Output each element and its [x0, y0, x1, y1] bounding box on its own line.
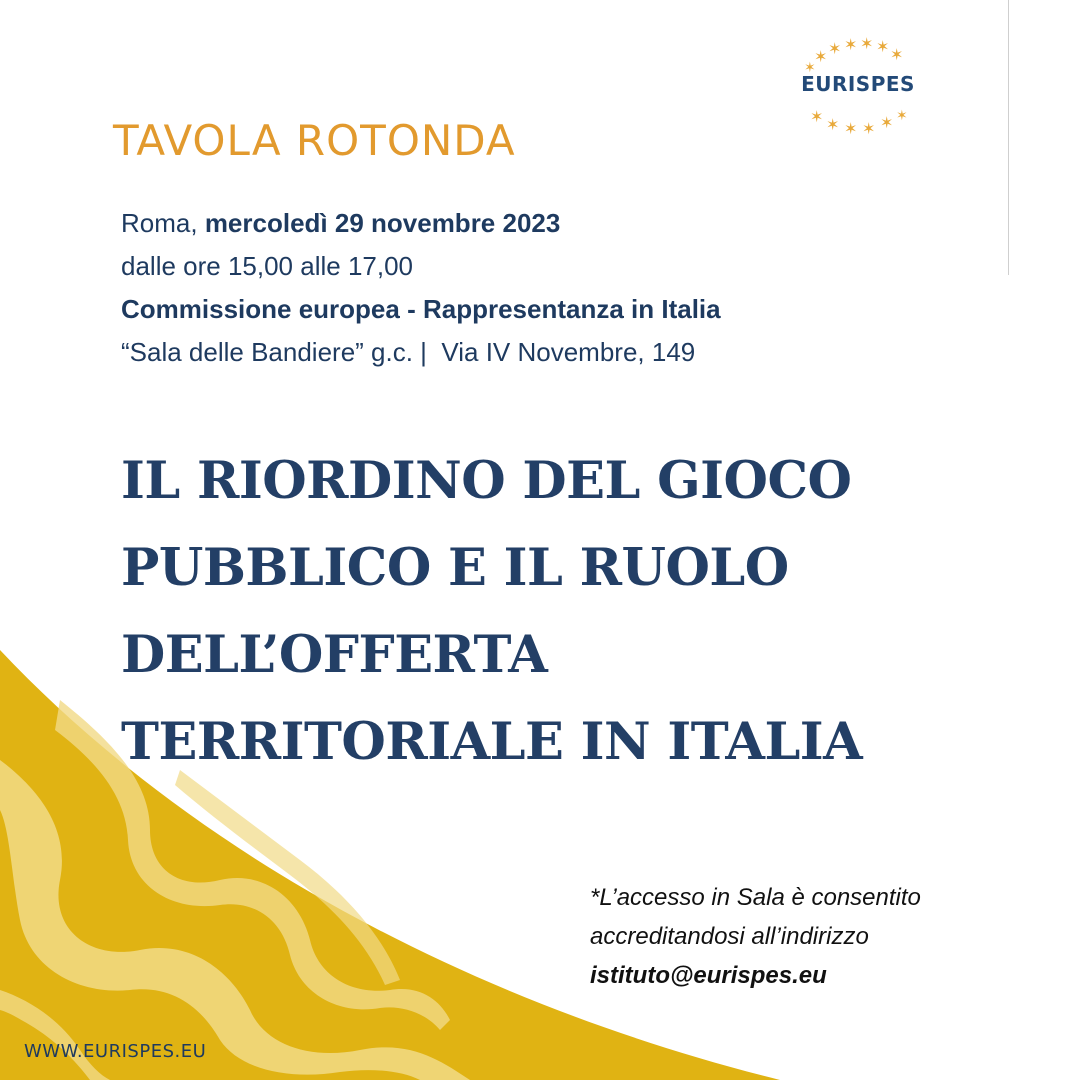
website-link[interactable]: WWW.EURISPES.EU — [24, 1041, 207, 1062]
note-line-2: accreditandosi all’indirizzo — [590, 923, 869, 950]
svg-text:✶: ✶ — [844, 119, 858, 136]
title-line: IL RIORDINO DEL GIOCO — [121, 451, 852, 511]
city: Roma, — [121, 208, 198, 238]
logo-wordmark: EURISPES — [801, 72, 915, 96]
access-note — [590, 878, 921, 995]
svg-text:✶: ✶ — [876, 37, 890, 56]
title-line: TERRITORIALE IN ITALIA — [121, 712, 863, 772]
event-room-address: “Sala delle Bandiere” g.c. | Via IV Novembre, 149 — [121, 337, 696, 367]
title-line: PUBBLICO E IL RUOLO — [121, 538, 789, 598]
svg-text:✶: ✶ — [860, 36, 874, 53]
svg-text:✶: ✶ — [810, 107, 824, 126]
event-type-label: TAVOLA ROTONDA — [113, 116, 516, 165]
vertical-divider-line — [1008, 0, 1009, 275]
title-line: DELL’OFFERTA — [121, 625, 548, 685]
main-title — [121, 438, 862, 786]
event-venue: Commissione europea - Rappresentanza in Italia — [121, 294, 721, 324]
svg-text:✶: ✶ — [862, 119, 876, 136]
svg-text:✶: ✶ — [890, 45, 904, 64]
svg-text:✶: ✶ — [844, 36, 858, 54]
date-line — [121, 202, 721, 245]
event-date: mercoledì 29 novembre 2023 — [204, 208, 561, 238]
event-info-block — [121, 202, 721, 374]
svg-text:✶: ✶ — [804, 60, 816, 76]
svg-text:✶: ✶ — [814, 47, 828, 66]
svg-text:✶: ✶ — [880, 113, 894, 132]
event-time: dalle ore 15,00 alle 17,00 — [121, 251, 414, 281]
svg-text:✶: ✶ — [826, 115, 840, 134]
note-line-1: *L’accesso in Sala è consentito — [590, 884, 921, 911]
svg-text:✶: ✶ — [828, 39, 842, 58]
svg-text:✶: ✶ — [896, 108, 908, 124]
contact-email[interactable]: istituto@eurispes.eu — [590, 962, 827, 989]
